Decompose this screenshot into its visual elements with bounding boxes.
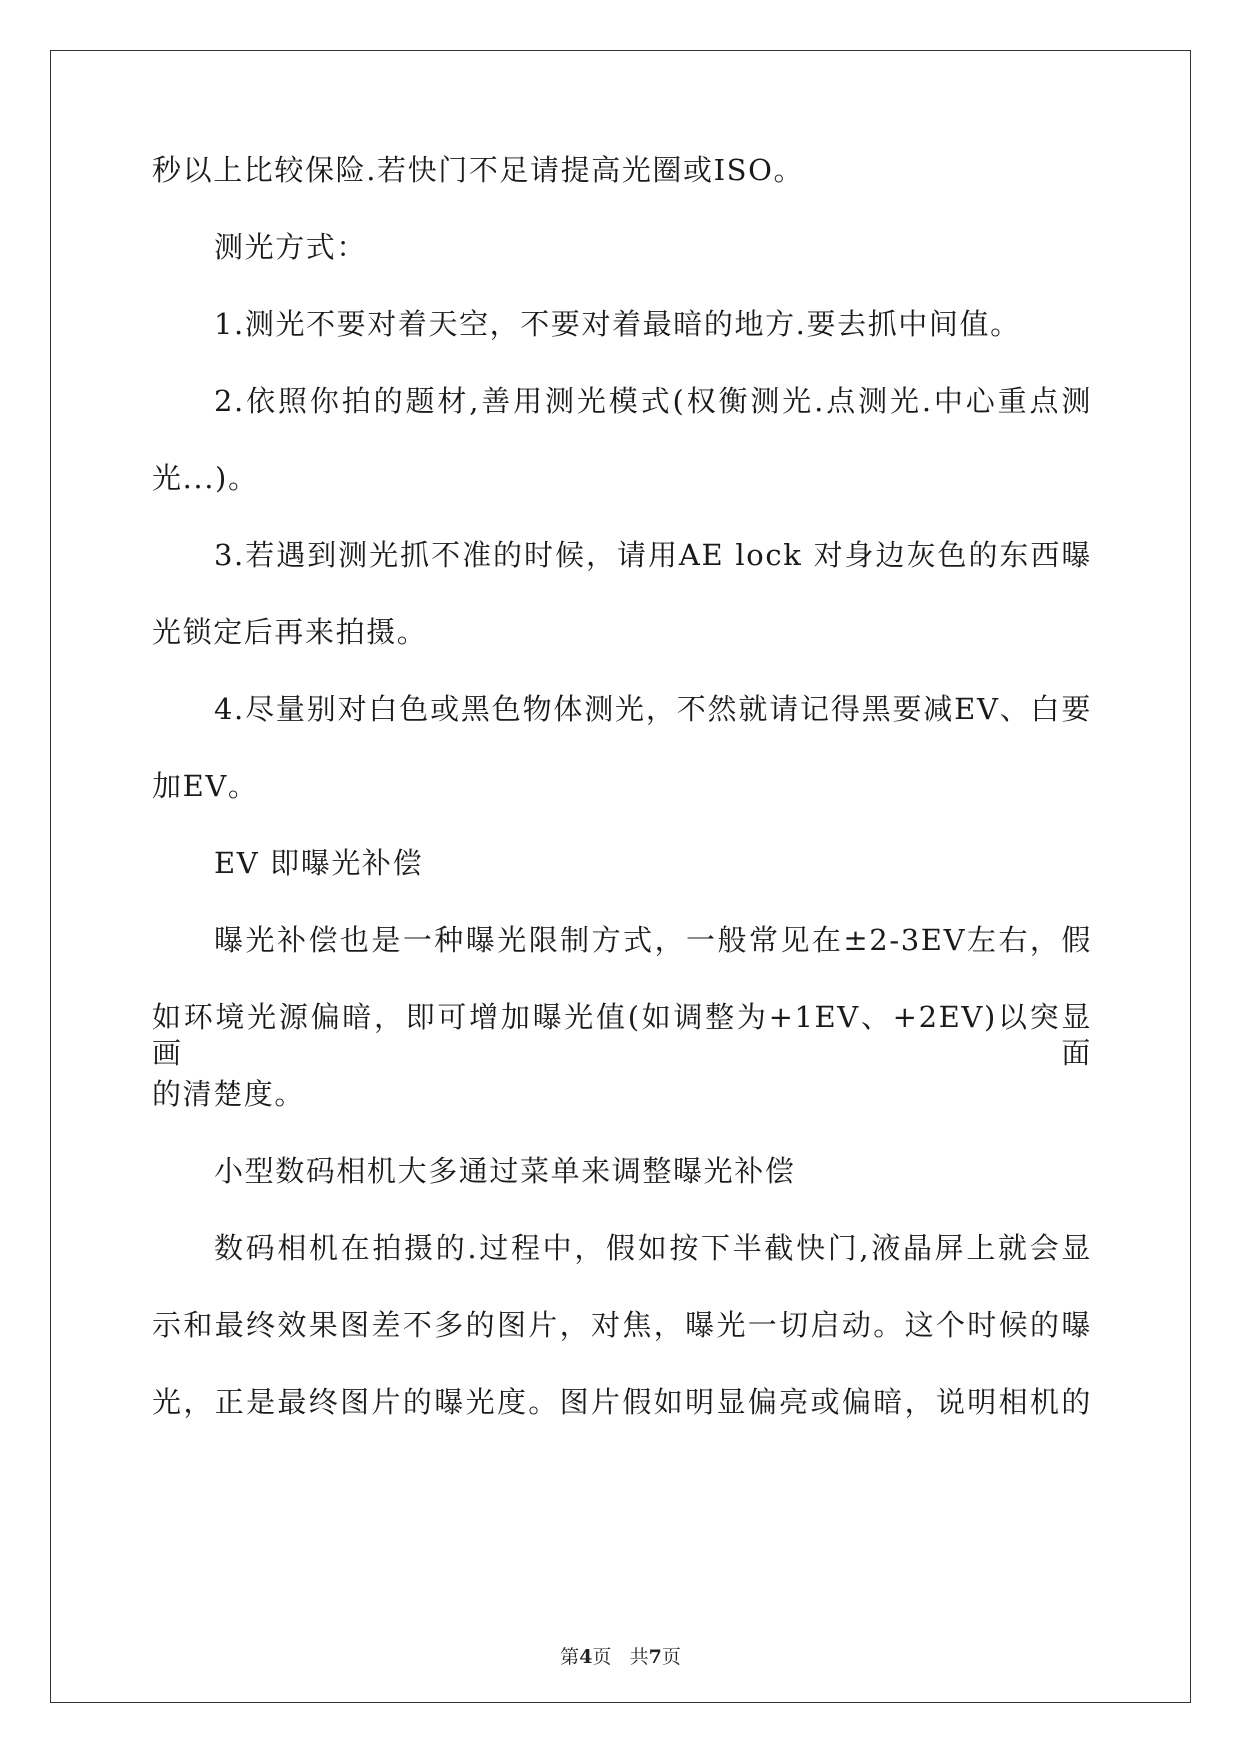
paragraph-line: 4.尽量别对白色或黑色物体测光，不然就请记得黑要减EV、白要 [214,692,1092,726]
paragraph-line: 光，正是最终图片的曝光度。图片假如明显偏亮或偏暗，说明相机的 [152,1385,1092,1419]
paragraph-line: 秒以上比较保险.若快门不足请提高光圈或ISO。 [152,153,805,187]
paragraph-line: 测光方式： [214,230,368,264]
paragraph-line: 的清楚度。 [152,1077,306,1111]
total-pages-number: 7 [648,1646,662,1668]
paragraph-line: 加EV。 [152,769,259,803]
footer-page-suffix: 页 [592,1646,612,1668]
paragraph-line: EV 即曝光补偿 [214,846,424,880]
footer-prefix: 第 [560,1646,580,1668]
paragraph-line: 示和最终效果图差不多的图片，对焦，曝光一切启动。这个时候的曝 [152,1308,1092,1342]
paragraph-line: 2.依照你拍的题材,善用测光模式(权衡测光.点测光.中心重点测 [214,384,1092,418]
paragraph-line: 如环境光源偏暗，即可增加曝光值(如调整为+1EV、+2EV)以突显画面 [152,1000,1092,1070]
paragraph-line: 曝光补偿也是一种曝光限制方式，一般常见在±2-3EV左右，假 [214,923,1092,957]
paragraph-line: 1.测光不要对着天空，不要对着最暗的地方.要去抓中间值。 [214,307,1021,341]
footer-total-prefix: 共 [629,1646,649,1668]
footer-total-suffix: 页 [661,1646,681,1668]
paragraph-line: 数码相机在拍摄的.过程中，假如按下半截快门,液晶屏上就会显 [214,1231,1092,1265]
page-footer [0,1645,1241,1669]
paragraph-line: 小型数码相机大多通过菜单来调整曝光补偿 [214,1154,796,1188]
paragraph-line: 3.若遇到测光抓不准的时候，请用AE lock 对身边灰色的东西曝 [214,538,1092,572]
current-page-number: 4 [579,1646,593,1668]
paragraph-line: 光...)。 [152,461,259,495]
paragraph-line: 光锁定后再来拍摄。 [152,615,428,649]
